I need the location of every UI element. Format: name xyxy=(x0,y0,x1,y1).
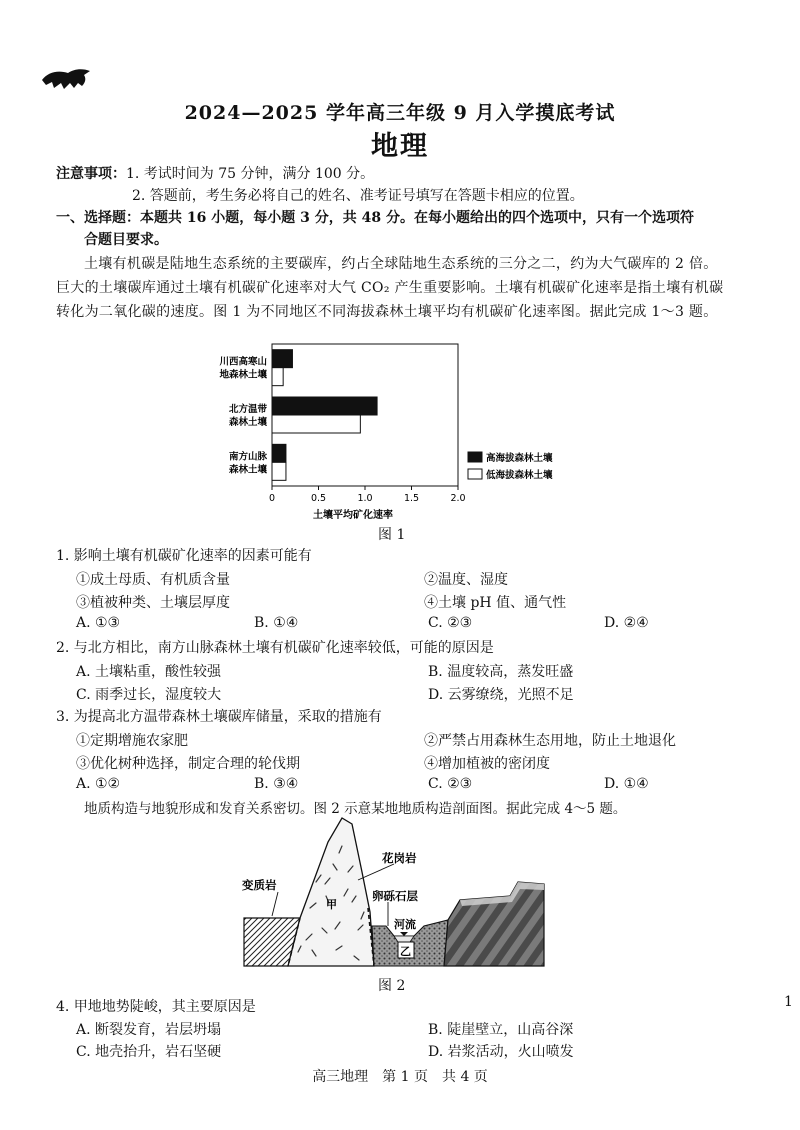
passage-1: 土壤有机碳是陆地生态系统的主要碳库，约占全球陆地生态系统的三分之二，约为大气碳库的 2 倍。巨大的土壤碳库通过土壤有机碳矿化速率对大气 CO₂ 产生重要影响。土壤有机碳矿化速率是指土壤有机碳转化为二氧化碳的速度。图 1 为不同地区不同海拔森林土壤平均有机碳矿化速率图。据此完成 1～3 题。 xyxy=(56,256,724,320)
label-river: 河流 xyxy=(394,918,416,931)
q4-option-c[interactable]: C. 地壳抬升，岩石坚硬 xyxy=(76,1044,222,1060)
label-gravel: 卵砾石层 xyxy=(372,889,418,903)
category-label: 北方温带 xyxy=(228,404,267,415)
side-page-mark: 1 xyxy=(784,994,793,1010)
q3-stem: 3. 为提高北方温带森林土壤碳库储量，采取的措施有 xyxy=(56,709,382,725)
granite-peak-jia xyxy=(288,818,374,966)
passage-2: 地质构造与地貌形成和发育关系密切。图 2 示意某地地质构造剖面图。据此完成 4～5 题。 xyxy=(84,801,627,817)
q2-option-a[interactable]: A. 土壤粘重，酸性较强 xyxy=(76,664,222,680)
q3-statement-3: ③优化树种选择，制定合理的轮伐期 xyxy=(76,756,300,772)
q1-option-d[interactable]: D. ②④ xyxy=(604,615,649,631)
q4-stem: 4. 甲地地势陡峻，其主要原因是 xyxy=(56,999,256,1015)
legend-label: 高海拔森林土壤 xyxy=(486,453,553,464)
q1-option-c[interactable]: C. ②③ xyxy=(428,615,473,631)
q2-option-b[interactable]: B. 温度较高，蒸发旺盛 xyxy=(428,664,574,680)
q3-option-a[interactable]: A. ①② xyxy=(76,776,121,792)
category-label: 森林土壤 xyxy=(228,464,267,476)
x-tick-label: 1.0 xyxy=(357,493,373,504)
q3-statement-4: ④增加植被的密闭度 xyxy=(424,756,550,772)
bar-high-1 xyxy=(272,350,292,368)
bar-high-3 xyxy=(272,444,286,462)
figure-2-geologic-section xyxy=(238,812,548,974)
river xyxy=(394,936,414,942)
category-label: 川西高寒山 xyxy=(219,356,267,368)
notes-row-1 xyxy=(56,164,374,184)
q1-statement-1: ①成土母质、有机质含量 xyxy=(76,572,230,588)
category-label: 地森林土壤 xyxy=(219,369,267,381)
figure-1-caption: 图 1 xyxy=(378,527,406,543)
q4-option-d[interactable]: D. 岩浆活动，火山喷发 xyxy=(428,1044,574,1060)
q2-stem: 2. 与北方相比，南方山脉森林土壤有机碳矿化速率较低，可能的原因是 xyxy=(56,640,494,656)
figure-1-bar-chart xyxy=(200,340,600,525)
page-footer: 高三地理 第 1 页 共 4 页 xyxy=(312,1069,488,1085)
q3-option-b[interactable]: B. ③④ xyxy=(254,776,299,792)
x-tick-label: 1.5 xyxy=(403,493,420,504)
bar-low-3 xyxy=(272,462,286,480)
q3-statement-2: ②严禁占用森林生态用地，防止土地退化 xyxy=(424,733,676,749)
label-metamorphic: 变质岩 xyxy=(242,878,277,892)
bar-low-1 xyxy=(272,368,283,386)
q2-option-d[interactable]: D. 云雾缭绕，光照不足 xyxy=(428,687,574,703)
x-axis-label: 土壤平均矿化速率 xyxy=(313,510,393,521)
category-label: 森林土壤 xyxy=(228,417,267,428)
x-tick-label: 0.5 xyxy=(310,493,327,504)
legend-swatch xyxy=(468,469,482,479)
figure-2-caption: 图 2 xyxy=(378,978,406,994)
publisher-logo-icon xyxy=(40,66,92,92)
q4-option-a[interactable]: A. 断裂发育，岩层坍塌 xyxy=(76,1022,222,1038)
q1-stem: 1. 影响土壤有机碳矿化速率的因素可能有 xyxy=(56,548,312,564)
exam-title: 2024—2025 学年高三年级 9 月入学摸底考试 xyxy=(184,102,616,124)
q3-statement-1: ①定期增施农家肥 xyxy=(76,733,188,749)
section1-line-1: 一、选择题：本题共 16 小题，每小题 3 分，共 48 分。在每小题给出的四个选项中，只有一个选项符 xyxy=(56,210,694,226)
legend-label: 低海拔森林土壤 xyxy=(486,470,553,481)
q3-option-c[interactable]: C. ②③ xyxy=(428,776,473,792)
notes-label: 注意事项： xyxy=(56,166,126,182)
notes-item-1: 1. 考试时间为 75 分钟，满分 100 分。 xyxy=(126,166,375,182)
bar-low-2 xyxy=(272,415,360,433)
x-tick-label: 2.0 xyxy=(450,493,466,504)
right-rock-block xyxy=(444,882,544,966)
q1-option-a[interactable]: A. ①③ xyxy=(76,615,121,631)
q1-option-b[interactable]: B. ①④ xyxy=(254,615,299,631)
notes-item-2: 2. 答题前，考生务必将自己的姓名、准考证号填写在答题卡相应的位置。 xyxy=(132,188,584,204)
bar-high-2 xyxy=(272,397,377,415)
legend-swatch xyxy=(468,452,482,462)
q1-statement-3: ③植被种类、土壤层厚度 xyxy=(76,595,230,611)
q4-option-b[interactable]: B. 陡崖壁立，山高谷深 xyxy=(428,1022,574,1038)
section1-line-2: 合题目要求。 xyxy=(84,232,168,248)
q3-option-d[interactable]: D. ①④ xyxy=(604,776,649,792)
q1-statement-2: ②温度、湿度 xyxy=(424,572,508,588)
subject-title: 地理 xyxy=(371,131,429,162)
label-granite: 花岗岩 xyxy=(382,851,417,865)
category-label: 南方山脉 xyxy=(228,451,267,463)
q1-statement-4: ④土壤 pH 值、通气性 xyxy=(424,595,567,611)
x-tick-label: 0 xyxy=(268,493,276,504)
q2-option-c[interactable]: C. 雨季过长，湿度较大 xyxy=(76,687,222,703)
label-jia: 甲 xyxy=(326,898,337,911)
label-yi: 乙 xyxy=(400,945,411,958)
